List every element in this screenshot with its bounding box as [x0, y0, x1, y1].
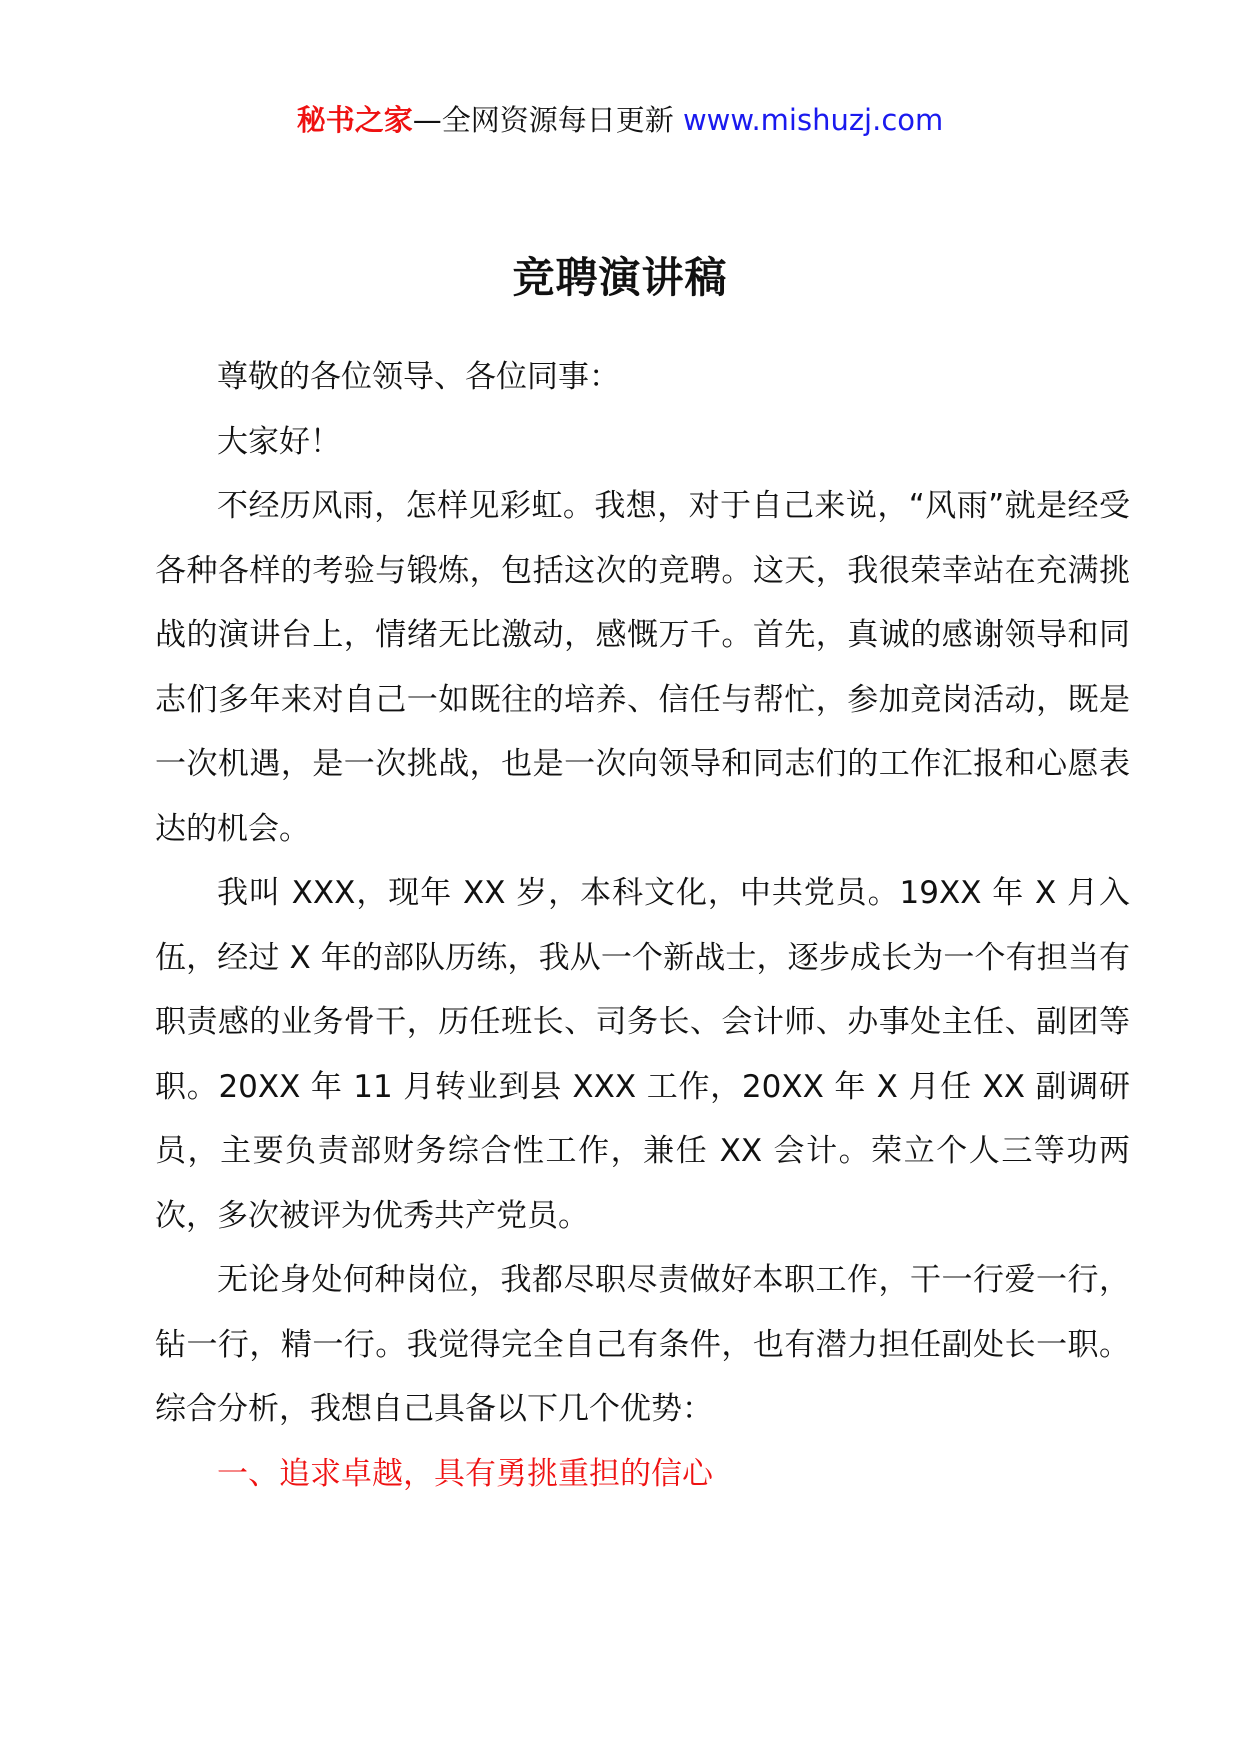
opening-paragraph: 不经历风雨，怎样见彩虹。我想，对于自己来说，“风雨”就是经受各种各样的考验与锻炼，包括这次的竞聘。这天，我很荣幸站在充满挑战的演讲台上，情绪无比激动，感慨万千。首先，真诚的感谢领导和同志们多年来对自己一如既往的培养、信任与帮忙，参加竞岗活动，既是一次机遇，是一次挑战，也是一次向领导和同志们的工作汇报和心愿表达的机会。 [155, 488, 1130, 847]
greeting-paragraph: 大家好！ [217, 423, 341, 460]
site-url-link[interactable]: www.mishuzj.com [682, 103, 944, 137]
section-heading: 一、追求卓越，具有勇挑重担的信心 [217, 1455, 713, 1492]
self-introduction-paragraph: 我叫 XXX，现年 XX 岁，本科文化，中共党员。19XX 年 X 月入伍，经过 X 年的部队历练，我从一个新战士，逐步成长为一个有担当有职责感的业务骨干，历任班长、司务长、会计师、办事处主任、副团等职。20XX 年 11 月转业到县 XXX 工作，20XX 年 X 月任 XX 副调研员，主要负责部财务综合性工作，兼任 XX 会计。荣立个人三等功两次，多次被评为优秀共产党员。 [155, 875, 1130, 1234]
header-tagline: —全网资源每日更新 [412, 103, 683, 137]
document-title: 竞聘演讲稿 [512, 253, 728, 302]
brand-name: 秘书之家 [296, 103, 413, 137]
salutation-paragraph: 尊敬的各位领导、各位同事： [217, 359, 620, 395]
document-body [155, 345, 1130, 1506]
site-header [0, 100, 1240, 140]
qualification-paragraph: 无论身处何种岗位，我都尽职尽责做好本职工作，干一行爱一行，钻一行，精一行。我觉得完全自己有条件，也有潜力担任副处长一职。综合分析，我想自己具备以下几个优势： [155, 1262, 1130, 1427]
